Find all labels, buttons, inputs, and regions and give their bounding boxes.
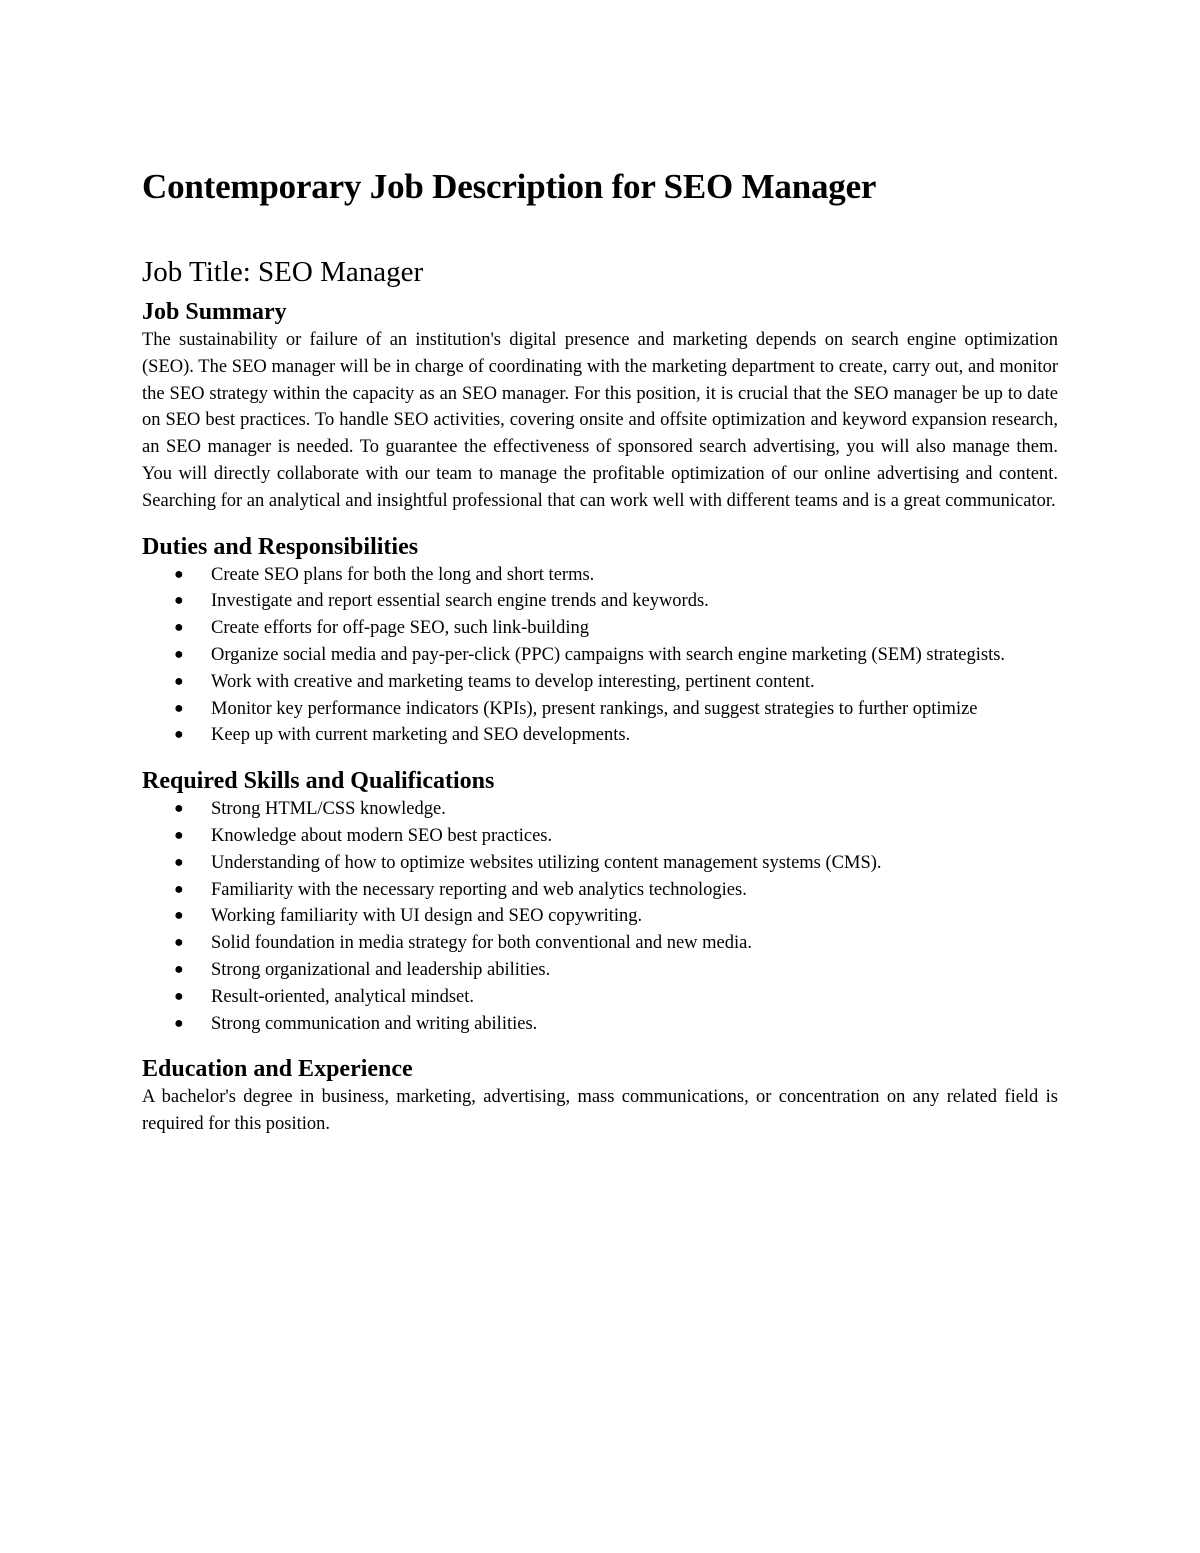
list-item-text: Create SEO plans for both the long and short terms. bbox=[211, 564, 595, 585]
bullet-icon: ● bbox=[174, 565, 184, 583]
bullet-icon: ● bbox=[174, 800, 184, 818]
list-item bbox=[142, 562, 1058, 589]
bullet-icon: ● bbox=[174, 726, 184, 744]
list-item-text: Solid foundation in media strategy for both conventional and new media. bbox=[211, 933, 752, 954]
list-item bbox=[142, 930, 1058, 957]
list-item-text: Monitor key performance indicators (KPIs), present rankings, and suggest strategies to further optimize bbox=[211, 698, 978, 719]
document-page bbox=[142, 166, 1058, 1138]
list-item bbox=[142, 722, 1058, 749]
list-item-text: Result-oriented, analytical mindset. bbox=[211, 986, 475, 1007]
list-item bbox=[142, 877, 1058, 904]
bullet-icon: ● bbox=[174, 1014, 184, 1032]
list-item-text: Working familiarity with UI design and SEO copywriting. bbox=[211, 906, 643, 927]
skills-heading: Required Skills and Qualifications bbox=[142, 768, 495, 795]
skills-list bbox=[142, 796, 1058, 1037]
list-item-text: Investigate and report essential search engine trends and keywords. bbox=[211, 591, 709, 612]
list-item-text: Strong communication and writing abilities. bbox=[211, 1013, 538, 1034]
bullet-icon: ● bbox=[174, 853, 184, 871]
list-item-text: Familiarity with the necessary reporting and web analytics technologies. bbox=[211, 879, 747, 900]
bullet-icon: ● bbox=[174, 826, 184, 844]
job-summary-heading: Job Summary bbox=[142, 299, 287, 325]
list-item bbox=[142, 642, 1058, 669]
list-item-text: Keep up with current marketing and SEO developments. bbox=[211, 725, 631, 746]
education-paragraph: A bachelor's degree in business, marketing, advertising, mass communications, or concentration on any related field is required for this position. bbox=[142, 1087, 1058, 1135]
list-item bbox=[142, 669, 1058, 696]
list-item bbox=[142, 615, 1058, 642]
list-item bbox=[142, 984, 1058, 1011]
list-item bbox=[142, 1011, 1058, 1038]
bullet-icon: ● bbox=[174, 934, 184, 952]
bullet-icon: ● bbox=[174, 672, 184, 690]
list-item-text: Strong organizational and leadership abilities. bbox=[211, 959, 551, 980]
duties-list bbox=[142, 562, 1058, 750]
document-title: Contemporary Job Description for SEO Manager bbox=[142, 167, 877, 206]
list-item-text: Work with creative and marketing teams to develop interesting, pertinent content. bbox=[211, 671, 815, 692]
job-title-heading: Job Title: SEO Manager bbox=[142, 256, 424, 288]
list-item bbox=[142, 903, 1058, 930]
job-summary-paragraph: The sustainability or failure of an institution's digital presence and marketing depends on search engine optimization (SEO). The SEO manager will be in charge of coordinating with the marketing department to create, carry out, and monitor the SEO strategy within the capacity as an SEO manager. For this position, it is crucial that the SEO manager be up to date on SEO best practices. To handle SEO activities, covering onsite and offsite optimization and keyword expansion research, an SEO manager is needed. To guarantee the effectiveness of sponsored search advertising, you will also manage them. You will directly collaborate with our team to manage the profitable optimization of our online advertising and content. Searching for an analytical and insightful professional that can work well with different teams and is a great communicator. bbox=[142, 330, 1058, 511]
list-item-text: Create efforts for off-page SEO, such link-building bbox=[211, 618, 589, 639]
bullet-icon: ● bbox=[174, 699, 184, 717]
bullet-icon: ● bbox=[174, 960, 184, 978]
bullet-icon: ● bbox=[174, 907, 184, 925]
list-item bbox=[142, 823, 1058, 850]
list-item bbox=[142, 588, 1058, 615]
list-item bbox=[142, 957, 1058, 984]
education-heading: Education and Experience bbox=[142, 1056, 413, 1083]
bullet-icon: ● bbox=[174, 880, 184, 898]
list-item-text: Organize social media and pay-per-click (PPC) campaigns with search engine marketing (SEM) strategists. bbox=[211, 644, 1006, 665]
list-item bbox=[142, 796, 1058, 823]
list-item bbox=[142, 696, 1058, 723]
bullet-icon: ● bbox=[174, 987, 184, 1005]
bullet-icon: ● bbox=[174, 592, 184, 610]
list-item-text: Understanding of how to optimize websites utilizing content management systems (CMS). bbox=[211, 852, 882, 873]
list-item-text: Strong HTML/CSS knowledge. bbox=[211, 799, 446, 820]
list-item bbox=[142, 850, 1058, 877]
bullet-icon: ● bbox=[174, 645, 184, 663]
list-item-text: Knowledge about modern SEO best practices. bbox=[211, 825, 553, 846]
duties-heading: Duties and Responsibilities bbox=[142, 533, 419, 560]
bullet-icon: ● bbox=[174, 619, 184, 637]
